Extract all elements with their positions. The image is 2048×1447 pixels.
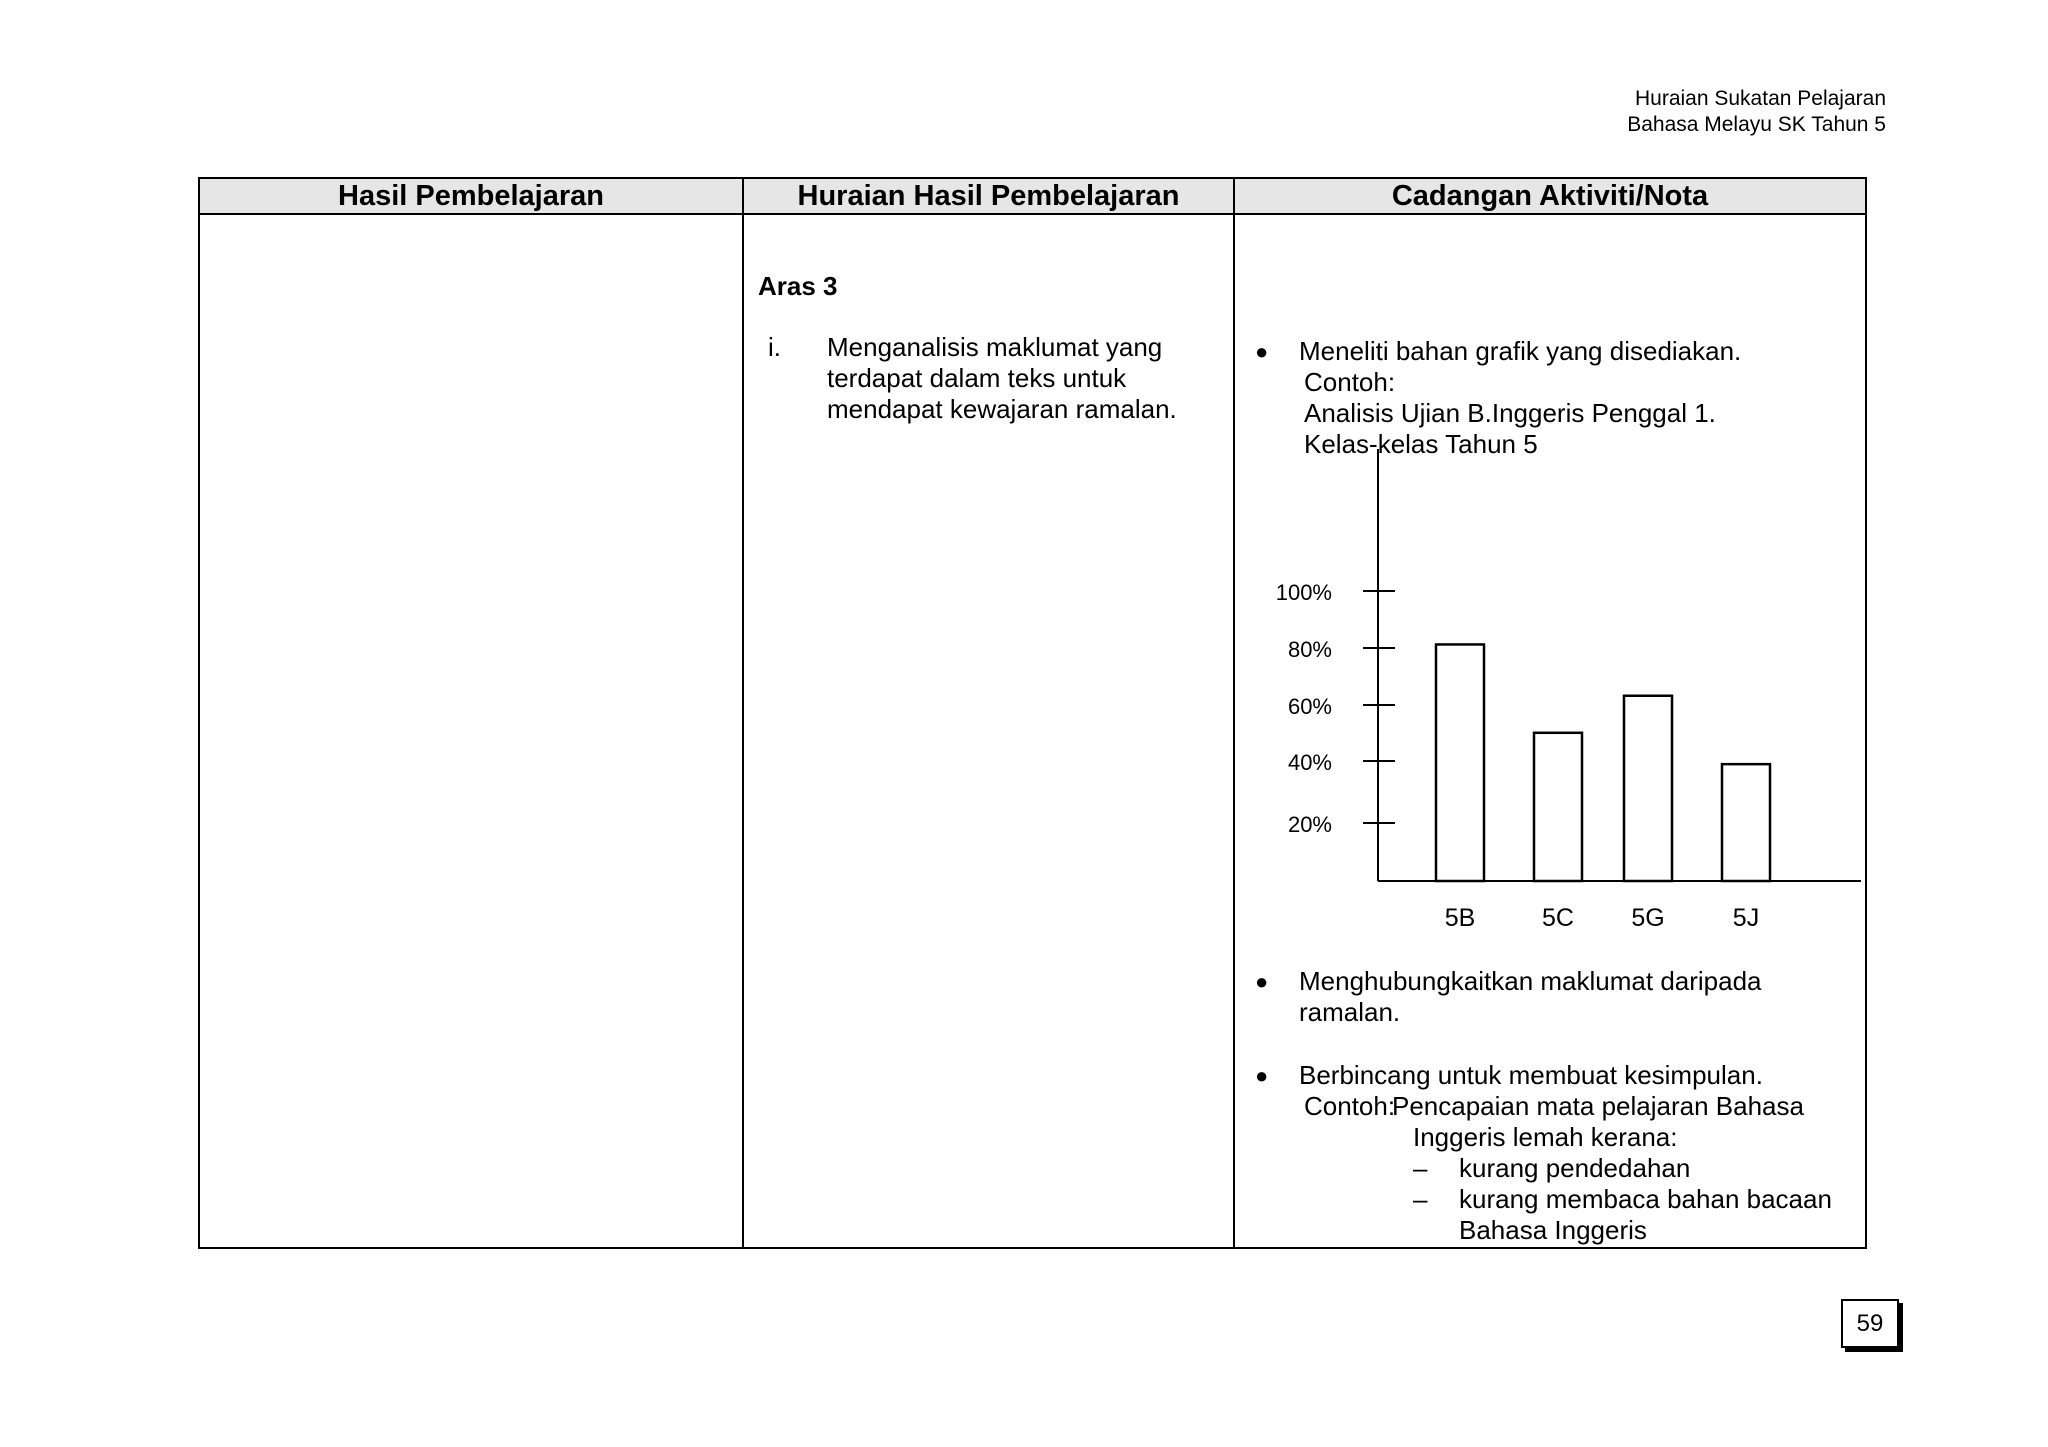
bullet3-example-line1: Pencapaian mata pelajaran Bahasa bbox=[1392, 1091, 1804, 1121]
header-hasil-pembelajaran: Hasil Pembelajaran bbox=[199, 178, 743, 214]
header-line-1: Huraian Sukatan Pelajaran bbox=[1635, 87, 1886, 110]
x-tick-label: 5G bbox=[1631, 904, 1665, 932]
bullet1-example-line1: Analisis Ujian B.Inggeris Penggal 1. bbox=[1304, 398, 1716, 428]
level-heading: Aras 3 bbox=[758, 271, 838, 301]
cell-huraian bbox=[743, 214, 1234, 1248]
y-tick-label: 60% bbox=[1287, 694, 1332, 719]
cell-hasil-pembelajaran bbox=[199, 214, 743, 1248]
document-header bbox=[1627, 86, 1886, 138]
bullet3-example-label: Contoh: bbox=[1304, 1091, 1396, 1121]
item-text: Menganalisis maklumat yang terdapat dalam teks untuk mendapat kewajaran ramalan. bbox=[827, 332, 1177, 424]
x-tick-label: 5J bbox=[1732, 904, 1760, 932]
dash-icon: – bbox=[1413, 1153, 1428, 1183]
bar-5j bbox=[1722, 764, 1770, 881]
bar-chart bbox=[1235, 215, 1867, 932]
bullet1-example-line2: Kelas-kelas Tahun 5 bbox=[1304, 429, 1538, 459]
item-number: i. bbox=[768, 332, 781, 362]
bullet3-sub2-line1: kurang membaca bahan bacaan bbox=[1459, 1184, 1832, 1214]
curriculum-table bbox=[198, 177, 1867, 1249]
y-tick-label: 80% bbox=[1287, 637, 1332, 662]
dash-icon: – bbox=[1413, 1184, 1428, 1214]
header-cadangan-aktiviti: Cadangan Aktiviti/Nota bbox=[1234, 178, 1866, 214]
bar-5g bbox=[1624, 696, 1672, 881]
bullet-icon: ● bbox=[1255, 339, 1269, 364]
bar-5c bbox=[1534, 733, 1582, 881]
bullet3-text: Berbincang untuk membuat kesimpulan. bbox=[1299, 1060, 1763, 1090]
table-body-row bbox=[199, 214, 1866, 1248]
cell-cadangan bbox=[1234, 214, 1866, 1248]
bullet3-example-line2: Inggeris lemah kerana: bbox=[1413, 1122, 1678, 1152]
y-tick-label: 20% bbox=[1287, 812, 1332, 837]
bullet3-sub2-line2: Bahasa Inggeris bbox=[1459, 1215, 1647, 1245]
bullet2-line2: ramalan. bbox=[1299, 997, 1401, 1027]
bullet-icon: ● bbox=[1255, 969, 1269, 994]
bullet3-sub1: kurang pendedahan bbox=[1459, 1153, 1691, 1183]
page-number: 59 bbox=[1841, 1299, 1899, 1348]
bar-5b bbox=[1436, 644, 1484, 881]
bullet1-text: Meneliti bahan grafik yang disediakan. bbox=[1299, 336, 1742, 366]
bullet1-example-label: Contoh: bbox=[1304, 367, 1396, 397]
bullet2-line1: Menghubungkaitkan maklumat daripada bbox=[1299, 966, 1762, 996]
x-tick-label: 5C bbox=[1542, 904, 1574, 932]
bullet-icon: ● bbox=[1255, 1063, 1269, 1088]
x-tick-label: 5B bbox=[1444, 904, 1476, 932]
header-huraian-hasil-pembelajaran: Huraian Hasil Pembelajaran bbox=[743, 178, 1234, 214]
y-tick-label: 40% bbox=[1287, 750, 1332, 775]
y-tick-label: 100% bbox=[1275, 580, 1332, 605]
header-line-2: Bahasa Melayu SK Tahun 5 bbox=[1627, 113, 1886, 136]
table-header-row bbox=[199, 178, 1866, 214]
